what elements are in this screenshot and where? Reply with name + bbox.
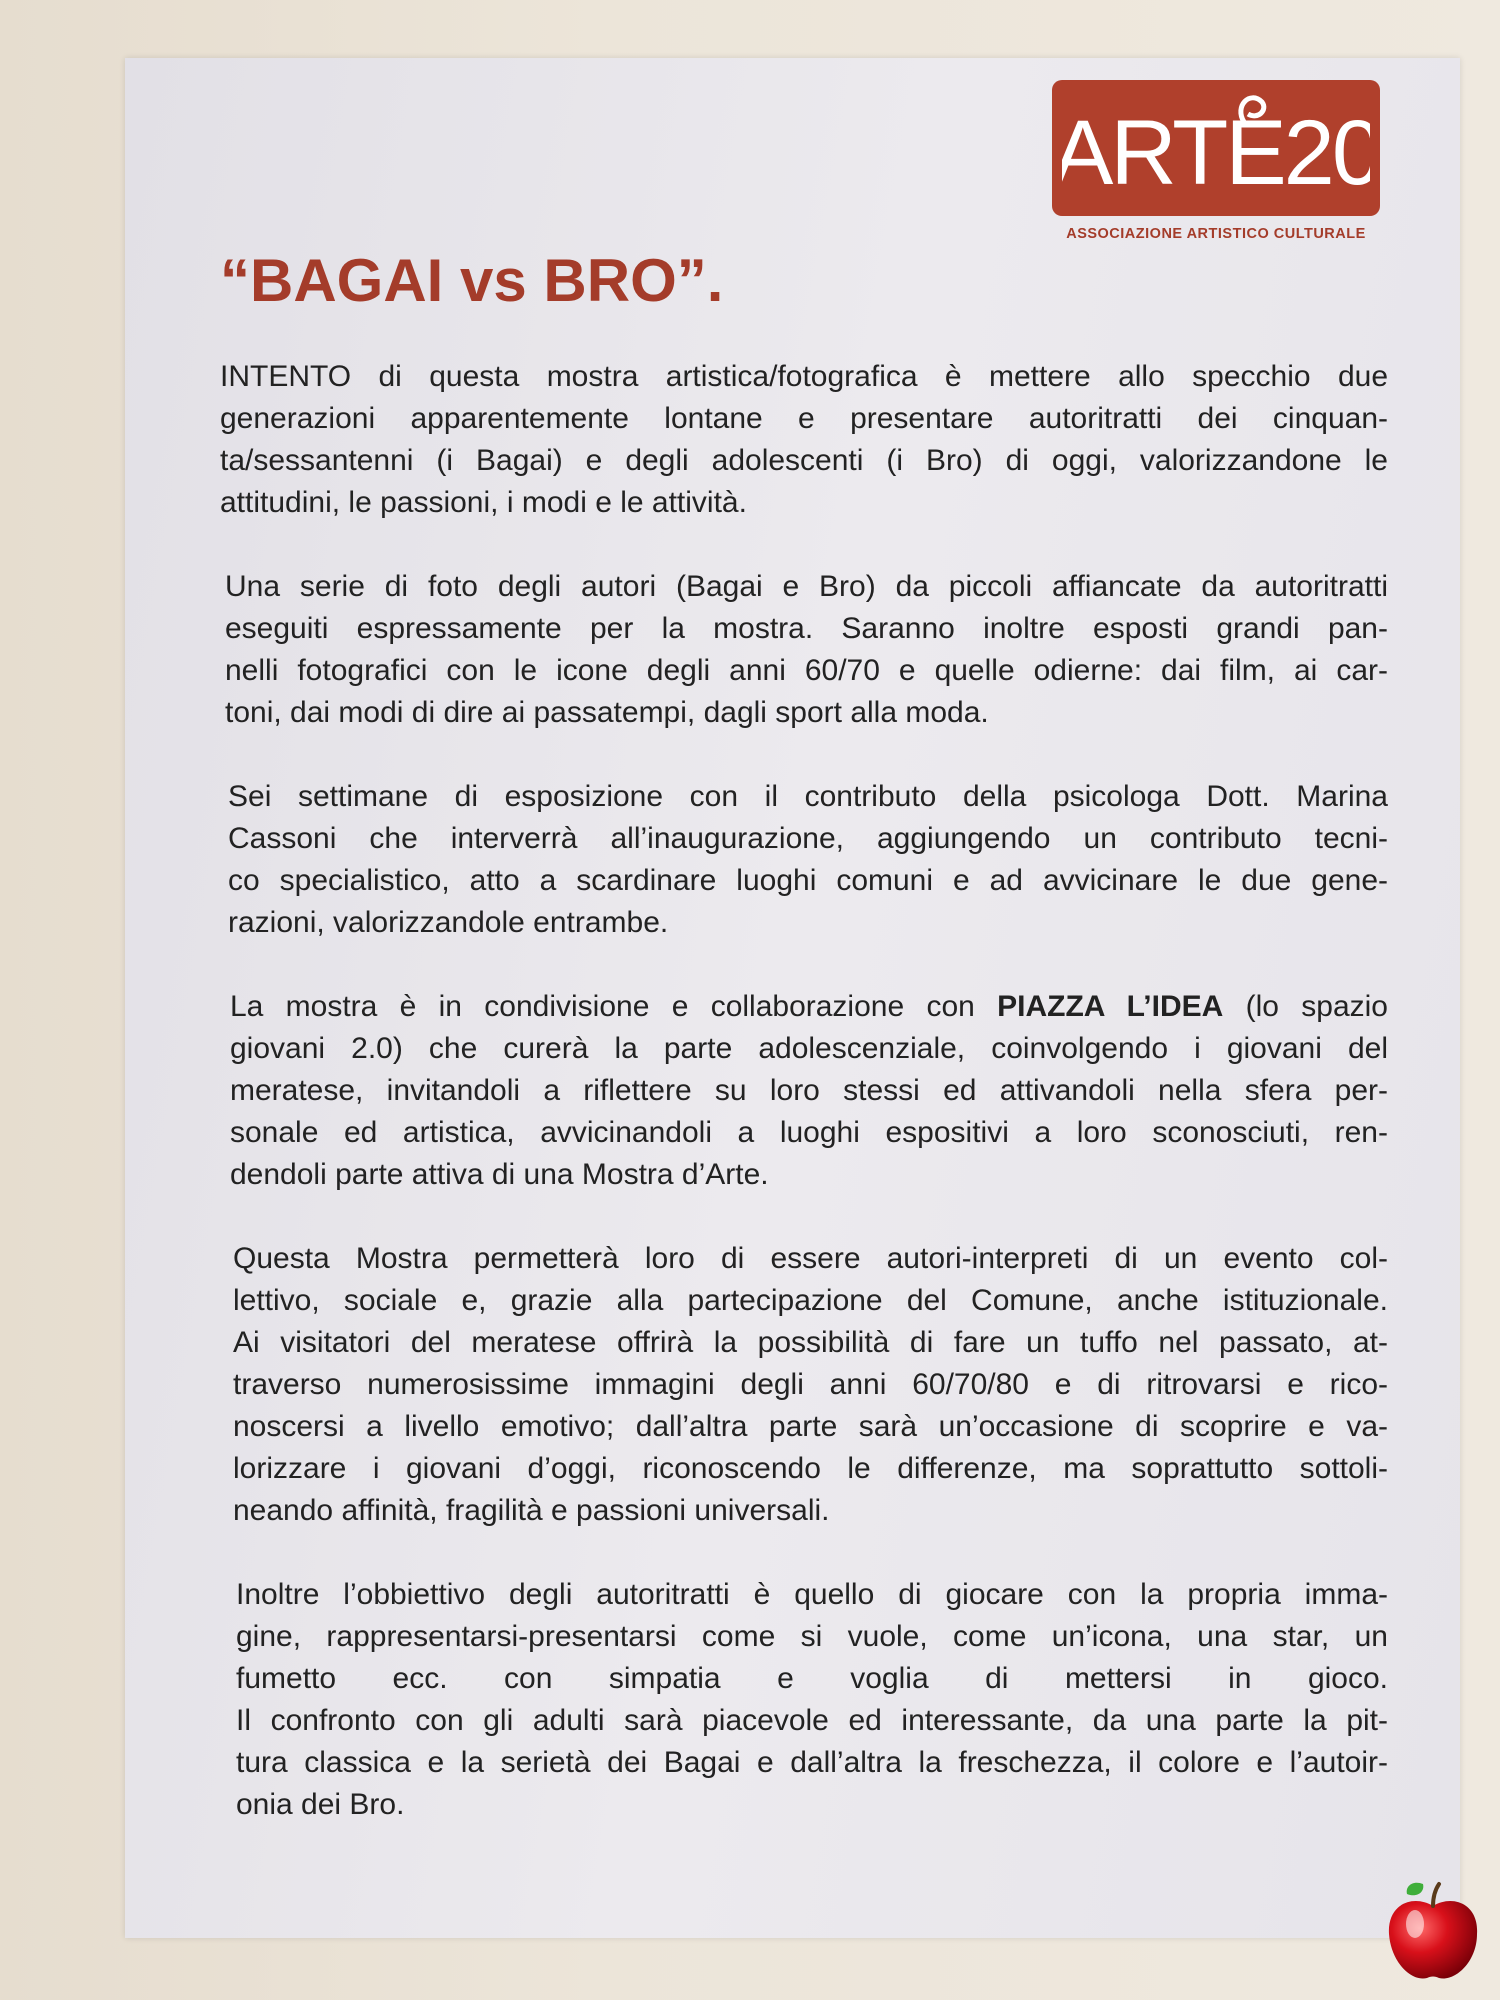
text-line: co specialistico, atto a scardinare luoghi comuni e ad avvicinare le due gene-: [228, 864, 1388, 897]
text-line: Cassoni che interverrà all’inaugurazione, aggiungendo un contributo tecni-: [228, 822, 1388, 855]
text-line: meratese, invitandoli a riflettere su loro stessi ed attivandoli nella sfera per-: [230, 1074, 1388, 1107]
body-text: [220, 356, 1388, 1868]
paragraph: [225, 566, 1388, 734]
text-line: Inoltre l’obbiettivo degli autoritratti è quello di giocare con la propria imma-: [236, 1578, 1388, 1611]
text-line: Il confronto con gli adulti sarà piacevole ed interessante, da una parte la pit-: [236, 1704, 1388, 1737]
text-line: eseguiti espressamente per la mostra. Saranno inoltre esposti grandi pan-: [225, 612, 1388, 645]
text-line: giovani 2.0) che curerà la parte adolescenziale, coinvolgendo i giovani del: [230, 1032, 1388, 1065]
piazza-lidea-name: PIAZZA L’IDEA: [997, 990, 1224, 1023]
svg-text:ARTE20: ARTE20: [1062, 102, 1370, 204]
red-apple-icon: [1383, 1876, 1483, 1986]
logo-tagline: ASSOCIAZIONE ARTISTICO CULTURALE: [1066, 226, 1366, 242]
logo-wordmark: [1062, 84, 1370, 212]
arte20-logo: [1052, 80, 1380, 252]
poster-title: “BAGAI vs BRO”.: [220, 247, 724, 314]
text-line: Ai visitatori del meratese offrirà la possibilità di fare un tuffo nel passato, at-: [233, 1326, 1388, 1359]
text-line: Sei settimane di esposizione con il contributo della psicologa Dott. Marina: [228, 780, 1388, 813]
text-line: dendoli parte attiva di una Mostra d’Arte.: [230, 1158, 769, 1191]
text-line: onia dei Bro.: [236, 1788, 405, 1821]
text-line: Una serie di foto degli autori (Bagai e Bro) da piccoli affiancate da autoritratti: [225, 570, 1388, 603]
paragraph: [236, 1574, 1388, 1826]
text-line: nelli fotografici con le icone degli anni 60/70 e quelle odierne: dai film, ai car-: [225, 654, 1388, 687]
text-line: generazioni apparentemente lontane e presentare autoritratti dei cinquan-: [220, 402, 1388, 435]
text-line: [230, 986, 1388, 1028]
logo-wordmark-graphic: [1062, 84, 1370, 212]
text-line: neando affinità, fragilità e passioni universali.: [233, 1494, 830, 1527]
paragraph: [228, 776, 1388, 944]
text-line: INTENTO di questa mostra artistica/fotografica è mettere allo specchio due: [220, 360, 1388, 393]
text-fragment: (lo spazio: [1223, 990, 1388, 1023]
text-line: lettivo, sociale e, grazie alla partecipazione del Comune, anche istituzionale.: [233, 1284, 1388, 1317]
paragraph: [230, 986, 1388, 1196]
text-line: gine, rappresentarsi-presentarsi come si vuole, come un’icona, una star, un: [236, 1620, 1388, 1653]
text-line: fumetto ecc. con simpatia e voglia di mettersi in gioco.: [236, 1662, 1388, 1695]
text-line: razioni, valorizzandole entrambe.: [228, 906, 669, 939]
paragraph: [220, 356, 1388, 524]
text-line: Questa Mostra permetterà loro di essere autori-interpreti di un evento col-: [233, 1242, 1388, 1275]
text-line: ta/sessantenni (i Bagai) e degli adolescenti (i Bro) di oggi, valorizzandone le: [220, 444, 1388, 477]
text-line: attitudini, le passioni, i modi e le attività.: [220, 486, 747, 519]
text-line: sonale ed artistica, avvicinandoli a luoghi espositivi a loro sconosciuti, ren-: [230, 1116, 1388, 1149]
text-line: toni, dai modi di dire ai passatempi, dagli sport alla moda.: [225, 696, 989, 729]
text-line: lorizzare i giovani d’oggi, riconoscendo le differenze, ma soprattutto sottoli-: [233, 1452, 1388, 1485]
poster: [125, 58, 1460, 1938]
text-fragment: La mostra è in condivisione e collaborazione con: [230, 990, 998, 1023]
text-line: tura classica e la serietà dei Bagai e dall’altra la freschezza, il colore e l’autoir-: [236, 1746, 1388, 1779]
text-line: traverso numerosissime immagini degli anni 60/70/80 e di ritrovarsi e rico-: [233, 1368, 1388, 1401]
text-line: noscersi a livello emotivo; dall’altra parte sarà un’occasione di scoprire e va-: [233, 1410, 1388, 1443]
paragraph: [233, 1238, 1388, 1532]
